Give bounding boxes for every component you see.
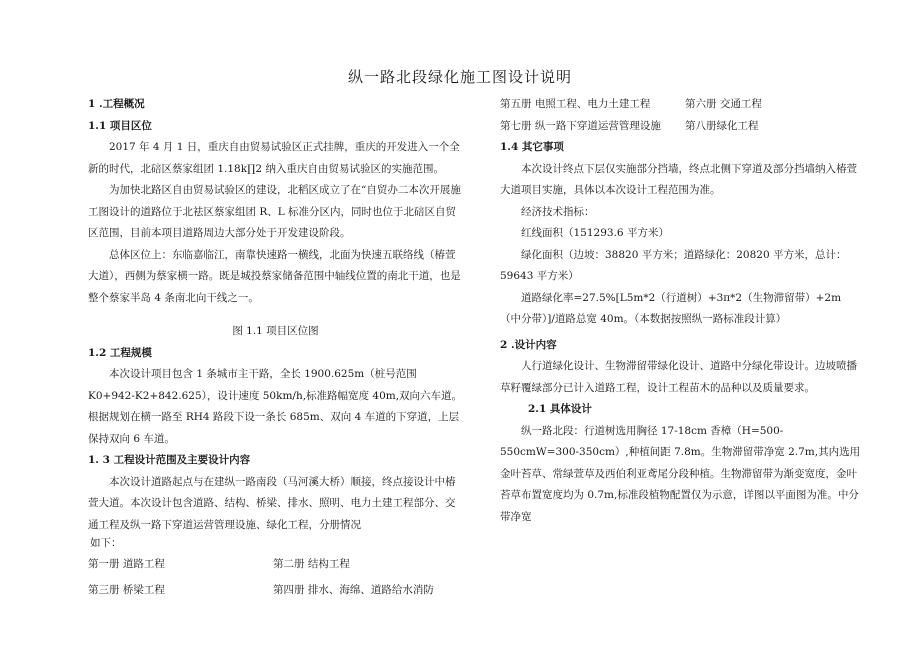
section-1-3-heading: 1. 3 工程设计范围及主要设计内容 (88, 454, 251, 466)
volume-6: 第六册 交通工程 (685, 98, 762, 110)
paragraph: 红线面积（151293.6 平方米） (521, 227, 669, 239)
document-title: 纵一路北段绿化施工图设计说明 (347, 68, 572, 86)
paragraph: 道路绿化率=27.5%[L5m*2（行道树）+3π*2（生物滞留带）+2m（中分带）]/道路总宽 40m。（本数据按照纵一路标准段计算） (500, 291, 842, 325)
paragraph: 总体区位上：东临嘉临江，南靠快速路一横线，北面为快速五联络线（椿萱大道），西侧为蔡家横一路。既是城投蔡家储备范围中轴线位置的南北干道，也是整个蔡家半岛 4 条南北向干线之一。 (88, 248, 461, 304)
section-2-1-heading: 2.1 具体设计 (528, 403, 592, 415)
paragraph: 纵一路北段：行道树选用胸径 17-18cm 香樟（H=500-550cmW=300-350cm）,种植间距 7.8m。生物滞留带净宽 2.7m,其内选用金叶苔草、常绿萱草及西伯利亚鸢尾分段种植。生物滞留带为渐变宽度，金叶苔草布置宽度均为 0.7m,标准段植物配置仅为示意，详图以平面图为准。中分带净宽 (500, 424, 861, 523)
section-1-heading: 1 .工程概况 (88, 98, 145, 110)
volume-row (88, 554, 463, 576)
volume-4: 第四册 排水、海绵、道路给水消防 (273, 583, 434, 596)
paragraph: 经济技术指标： (521, 205, 595, 218)
left-column (88, 94, 463, 601)
paragraph: 本次设计项目包含 1 条城市主干路，全长 1900.625m（桩号范围 K0+942-K2+842.625），设计速度 50km/h,标准路幅宽度 40m,双向六车道。根据规划在横一路至 RH4 路段下设一条长 685m、双向 4 车道的下穿道，上层保持双向 6 车道。 (88, 368, 463, 445)
paragraph: 为加快北路区自由贸易试验区的建设，北稻区成立了在“自贸办二本次开展施工图设计的道路位于北祛区蔡家组团 R、L 标准分区内，同时也位于北碚区自贸区范围，目前本项目道路周边大部分处于开发建设阶段。 (88, 184, 461, 239)
paragraph: 2017 年 4 月 1 日，重庆自由贸易试验区正式挂牌，重庆的开发进入一个全新的时代，北碚区蔡家组团 1.18k∏2 纳入重庆自由贸易试验区的实施范围。 (88, 141, 460, 175)
section-1-4-heading: 1.4 其它事项 (500, 141, 564, 153)
section-1-2-heading: 1.2 工程规模 (88, 346, 152, 359)
volume-row (500, 94, 862, 116)
volume-7: 第七册 纵一路下穿道运营管理设施 (500, 119, 661, 132)
volume-row (500, 116, 862, 138)
figure-caption: 图 1.1 项目区位图 (232, 325, 319, 337)
volume-row (88, 580, 463, 602)
as-follows-label: 如下： (90, 537, 122, 549)
volume-8: 第八册绿化工程 (685, 119, 759, 132)
paragraph: 本次设计道路起点与在建纵一路南段（马河溪大桥）顺接，终点接设计中椿萱大道。本次设计包含道路、结构、桥梁、排水、照明、电力土建工程部分、交通工程及纵一路下穿道运营管理设施、绿化工程，分册情况 (88, 475, 456, 531)
paragraph: 人行道绿化设计、生物滞留带绿化设计、道路中分绿化带设计。边坡喷播草籽覆绿部分已计入道路工程，设计工程苗木的品种以及质量要求。 (500, 360, 857, 394)
paragraph: 绿化面积（边坡：38820 平方米；道路绿化：20820 平方米，总计：59643 平方米） (500, 248, 847, 282)
section-2-heading: 2 .设计内容 (500, 338, 557, 351)
volume-5: 第五册 电照工程、电力土建工程 (500, 98, 651, 110)
section-1-1-heading: 1.1 项目区位 (88, 119, 152, 132)
volume-1: 第一册 道路工程 (88, 558, 165, 570)
paragraph: 本次设计终点下层仅实施部分挡墙，终点北侧下穿道及部分挡墙纳入椿萱大道项目实施，具体以本次设计工程范围为准。 (500, 162, 857, 196)
volume-3: 第三册 桥梁工程 (88, 583, 165, 596)
right-column (500, 94, 862, 528)
volume-2: 第二册 结构工程 (273, 558, 350, 570)
